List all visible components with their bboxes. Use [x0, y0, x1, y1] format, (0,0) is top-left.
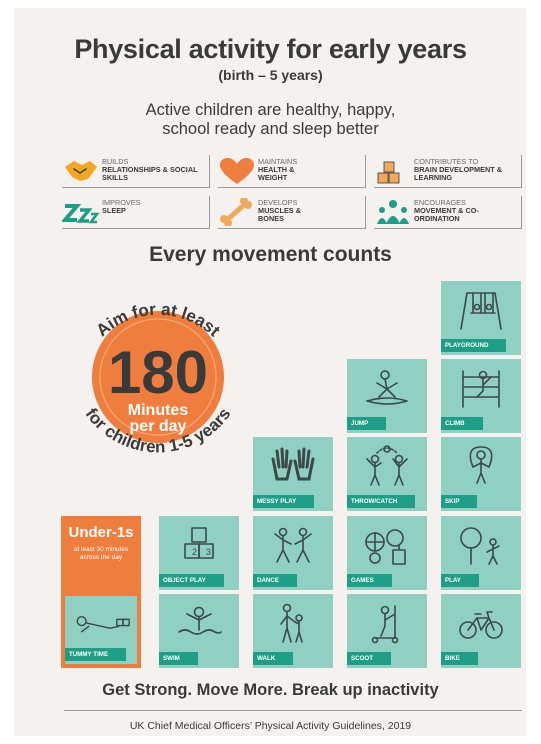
skip-rope-icon [457, 445, 505, 487]
swings-icon [457, 289, 505, 331]
tile-label: SKIP [441, 495, 477, 508]
tile-playground [441, 281, 521, 355]
handshake-icon [62, 157, 100, 185]
page-title: Physical activity for early years [74, 34, 467, 64]
handprints-icon [269, 445, 317, 487]
people-icon [374, 198, 412, 226]
tile-play [441, 516, 521, 590]
tile-dance [253, 516, 333, 590]
sleep-icon [62, 198, 100, 226]
tile-label: GAMES [347, 574, 392, 587]
tile-label: MESSY PLAY [253, 495, 314, 508]
tile-label: CLIMB [441, 417, 483, 430]
throw-catch-icon [363, 445, 411, 487]
tile-label: DANCE [253, 574, 297, 587]
tile-label: OBJECT PLAY [159, 574, 224, 587]
bone-icon [218, 198, 256, 226]
benefit-text: HEALTH & WEIGHT [258, 165, 295, 182]
tile-label: TUMMY TIME [65, 648, 126, 661]
dial-number: 180 [107, 339, 209, 406]
blocks-icon [374, 157, 412, 185]
tummy-time-icon [69, 600, 133, 644]
swim-icon [175, 602, 223, 644]
bike-icon [457, 602, 505, 644]
bottom-slogan: Get Strong. Move More. Break up inactivity [102, 681, 439, 699]
benefit-text: MOVEMENT & CO-ORDINATION [414, 206, 479, 223]
benefit-verb: IMPROVES [102, 198, 141, 207]
dial-unit-minutes: Minutes [127, 402, 189, 419]
benefit-text: RELATIONSHIPS & SOCIAL SKILLS [102, 165, 198, 182]
divider [64, 710, 522, 711]
games-icon [363, 524, 411, 566]
dance-icon [269, 524, 317, 566]
benefit-text: BRAIN DEVELOPMENT & LEARNING [414, 165, 502, 182]
dial-arc-top: Aim for at least [92, 299, 224, 341]
dial-arc-bottom: for children 1-5 years [81, 404, 235, 457]
tile-walk [253, 594, 333, 668]
tile-bike [441, 594, 521, 668]
tile-label: PLAY [441, 574, 479, 587]
tile-label: PLAYGROUND [441, 339, 506, 352]
tile-scoot [347, 594, 427, 668]
benefit-verb: BUILDS [102, 157, 129, 166]
page-subtitle: (birth – 5 years) [218, 67, 323, 83]
svg-text:3: 3 [206, 547, 212, 557]
benefit-text: SLEEP [102, 206, 126, 215]
tile-label: JUMP [347, 417, 386, 430]
tagline: Active children are healthy, happy, school ready and sleep better [145, 101, 396, 138]
jump-icon [363, 367, 411, 409]
tile-climb [441, 359, 521, 433]
benefit-muscles [218, 196, 366, 229]
minutes-dial [58, 275, 258, 475]
scooter-icon [363, 602, 411, 644]
tile-label: SWIM [159, 652, 198, 665]
heart-icon [218, 157, 256, 185]
tile-swim [159, 594, 239, 668]
blocks-toy-icon [175, 524, 223, 566]
benefit-sleep [62, 196, 210, 229]
tile-label: WALK [253, 652, 293, 665]
tile-label: BIKE [441, 652, 478, 665]
section-heading: Every movement counts [149, 243, 392, 266]
benefit-brain [374, 155, 522, 188]
benefit-text: MUSCLES & BONES [258, 206, 301, 223]
tile-games [347, 516, 427, 590]
tile-label: THROW/CATCH [347, 495, 415, 508]
benefit-verb: MAINTAINS [258, 157, 298, 166]
benefit-movement [374, 196, 522, 229]
tile-object-play [159, 516, 239, 590]
benefit-verb: ENCOURAGES [414, 198, 466, 207]
source-citation: UK Chief Medical Officers’ Physical Activity Guidelines, 2019 [129, 720, 412, 732]
under-1s-text: at least 30 minutes across the day [73, 546, 129, 561]
under-1s-title: Under-1s [68, 524, 134, 541]
tile-label: SCOOT [347, 652, 391, 665]
walk-icon [269, 602, 317, 644]
tree-play-icon [457, 524, 505, 566]
climb-icon [457, 367, 505, 409]
benefit-verb: CONTRIBUTES TO [414, 157, 479, 166]
benefit-health [218, 155, 366, 188]
tile-messy-play [253, 437, 333, 511]
dial-unit-per-day: per day [129, 418, 187, 435]
svg-text:2: 2 [192, 547, 198, 557]
tile-skip [441, 437, 521, 511]
tile-tummy-time [65, 596, 137, 664]
under-1s-panel [61, 516, 141, 668]
benefit-relationships [62, 155, 210, 188]
benefit-verb: DEVELOPS [258, 198, 298, 207]
tile-throw-catch [347, 437, 427, 511]
tile-jump [347, 359, 427, 433]
